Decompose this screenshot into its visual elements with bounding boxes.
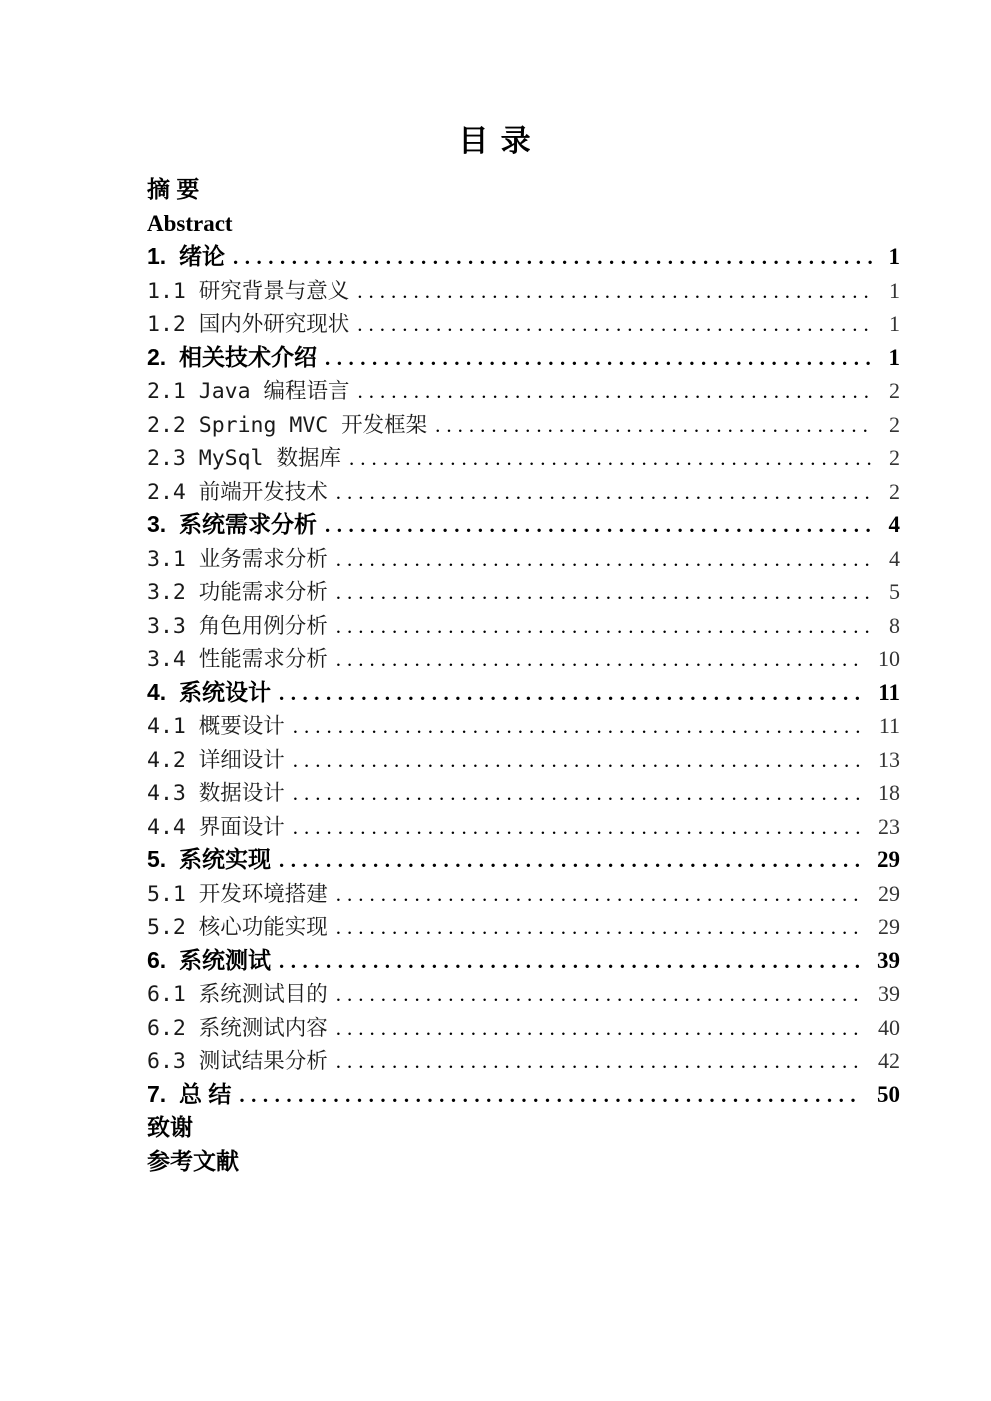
toc-entry-label: 4. 系统设计 [147, 678, 271, 705]
toc-entry-label: 5.2 核心功能实现 [147, 915, 328, 940]
toc-dot-leader [349, 442, 875, 478]
toc-entry-label: 7. 总 结 [147, 1080, 232, 1107]
toc-dot-leader [357, 275, 875, 311]
toc-dot-leader [336, 1012, 864, 1048]
toc-dot-leader [293, 811, 864, 847]
toc-entry [147, 609, 900, 643]
toc-entry-label: 4.4 界面设计 [147, 814, 285, 840]
toc-entry-page: 10 [878, 646, 900, 671]
toc-entry-page: 13 [878, 746, 900, 772]
toc-dot-leader [239, 1079, 863, 1115]
toc-entry [147, 910, 900, 944]
toc-entry-label: 2.2 Spring MVC 开发框架 [147, 412, 428, 438]
toc-dot-leader [233, 241, 875, 277]
toc-entry [147, 1145, 900, 1179]
toc-dot-leader [325, 342, 875, 378]
toc-entry [147, 173, 900, 207]
toc-entry-page: 1 [889, 277, 900, 303]
toc-entry-label: 5.1 开发环境搭建 [147, 881, 328, 907]
toc-entry-page: 4 [889, 545, 900, 571]
toc-dot-leader [336, 476, 875, 512]
toc-entry-page: 29 [877, 847, 900, 872]
toc-entry-label: 1. 绪论 [147, 243, 225, 269]
toc-dot-leader [336, 978, 864, 1014]
toc-entry-page: 2 [889, 478, 900, 504]
toc-entry-page: 29 [878, 914, 900, 939]
toc-entry-label: 3.2 功能需求分析 [147, 580, 328, 605]
toc-entry-page: 40 [878, 1014, 900, 1040]
toc-entry-page: 50 [877, 1081, 900, 1107]
toc-entry-page: 11 [878, 713, 900, 738]
toc-entry-label: 2. 相关技术介绍 [147, 343, 317, 370]
toc-dot-leader [336, 911, 864, 947]
toc-entry-page: 1 [888, 344, 900, 370]
toc-dot-leader [336, 610, 875, 646]
toc-entry-page: 42 [878, 1048, 900, 1073]
toc-entry [147, 341, 900, 375]
toc-entry [147, 508, 900, 542]
toc-entry-label: 6.1 系统测试目的 [147, 982, 328, 1007]
toc-entry [147, 776, 900, 810]
toc-dot-leader [325, 509, 875, 545]
toc-entry-label: 4.3 数据设计 [147, 781, 285, 806]
toc-entry-page: 2 [889, 411, 900, 437]
toc-entry [147, 475, 900, 509]
toc-entry-label: 2.4 前端开发技术 [147, 479, 328, 505]
toc-dot-leader [358, 375, 876, 411]
toc-dot-leader [279, 677, 864, 713]
toc-entry-label: 3.3 角色用例分析 [147, 613, 328, 639]
toc-entry-page: 39 [877, 947, 900, 973]
toc-dot-leader [293, 777, 864, 813]
toc-entry [147, 1044, 900, 1078]
toc-entry [147, 374, 900, 408]
toc-entry [147, 408, 900, 442]
toc-dot-leader [336, 878, 864, 914]
toc-entry [147, 676, 900, 710]
toc-entry-label: 4.2 详细设计 [147, 747, 285, 773]
toc-entry-label: 参考文献 [147, 1147, 239, 1174]
toc-entry-label: Abstract [147, 210, 233, 236]
toc-entry-label: 致谢 [147, 1114, 193, 1140]
toc-entry [147, 1111, 900, 1145]
toc-dot-leader [293, 710, 865, 746]
toc-entry [147, 575, 900, 609]
toc-dot-leader [357, 308, 875, 344]
toc-entry [147, 977, 900, 1011]
toc-entry [147, 877, 900, 911]
toc-entry [147, 274, 900, 308]
toc-entry [147, 1078, 900, 1112]
toc-entry [147, 843, 900, 877]
toc-dot-leader [279, 844, 863, 880]
toc-entry [147, 810, 900, 844]
toc-list [147, 173, 900, 1178]
toc-entry-page: 2 [889, 378, 900, 403]
toc-entry [147, 240, 900, 274]
toc-entry-label: 3. 系统需求分析 [147, 511, 317, 537]
toc-entry-page: 5 [889, 579, 900, 604]
toc-entry [147, 944, 900, 978]
toc-entry [147, 743, 900, 777]
toc-entry-label: 6. 系统测试 [147, 946, 271, 973]
toc-entry-label: 1.2 国内外研究现状 [147, 312, 350, 337]
toc-dot-leader [279, 945, 863, 981]
toc-entry-page: 11 [878, 679, 900, 705]
toc-entry-label: 6.3 测试结果分析 [147, 1049, 328, 1074]
toc-entry-label: 2.3 MySql 数据库 [147, 446, 341, 471]
toc-entry-label: 6.2 系统测试内容 [147, 1015, 328, 1041]
toc-entry-label: 摘 要 [147, 176, 200, 202]
toc-dot-leader [435, 409, 875, 445]
toc-entry-label: 4.1 概要设计 [147, 714, 285, 739]
toc-entry-label: 5. 系统实现 [147, 846, 271, 872]
toc-dot-leader [336, 576, 875, 612]
toc-entry-label: 3.4 性能需求分析 [147, 647, 328, 672]
toc-entry-page: 18 [878, 780, 900, 805]
toc-entry [147, 441, 900, 475]
toc-entry-page: 1 [889, 311, 900, 336]
toc-entry [147, 207, 900, 241]
toc-entry [147, 1011, 900, 1045]
toc-entry [147, 642, 900, 676]
toc-dot-leader [336, 1045, 864, 1081]
toc-entry-page: 39 [878, 981, 900, 1006]
toc-entry-label: 2.1 Java 编程语言 [147, 379, 350, 404]
toc-dot-leader [336, 643, 864, 679]
toc-entry-page: 2 [889, 445, 900, 470]
toc-entry-page: 8 [889, 612, 900, 638]
toc-entry-page: 29 [878, 880, 900, 906]
toc-entry [147, 542, 900, 576]
toc-dot-leader [336, 543, 875, 579]
toc-entry [147, 709, 900, 743]
page-title: 目 录 [458, 125, 533, 158]
toc-entry-page: 23 [878, 813, 900, 839]
toc-entry-label: 3.1 业务需求分析 [147, 546, 328, 572]
toc-entry [147, 307, 900, 341]
toc-entry-page: 1 [888, 244, 900, 269]
toc-dot-leader [293, 744, 864, 780]
toc-entry-label: 1.1 研究背景与意义 [147, 278, 350, 304]
toc-entry-page: 4 [888, 512, 900, 537]
